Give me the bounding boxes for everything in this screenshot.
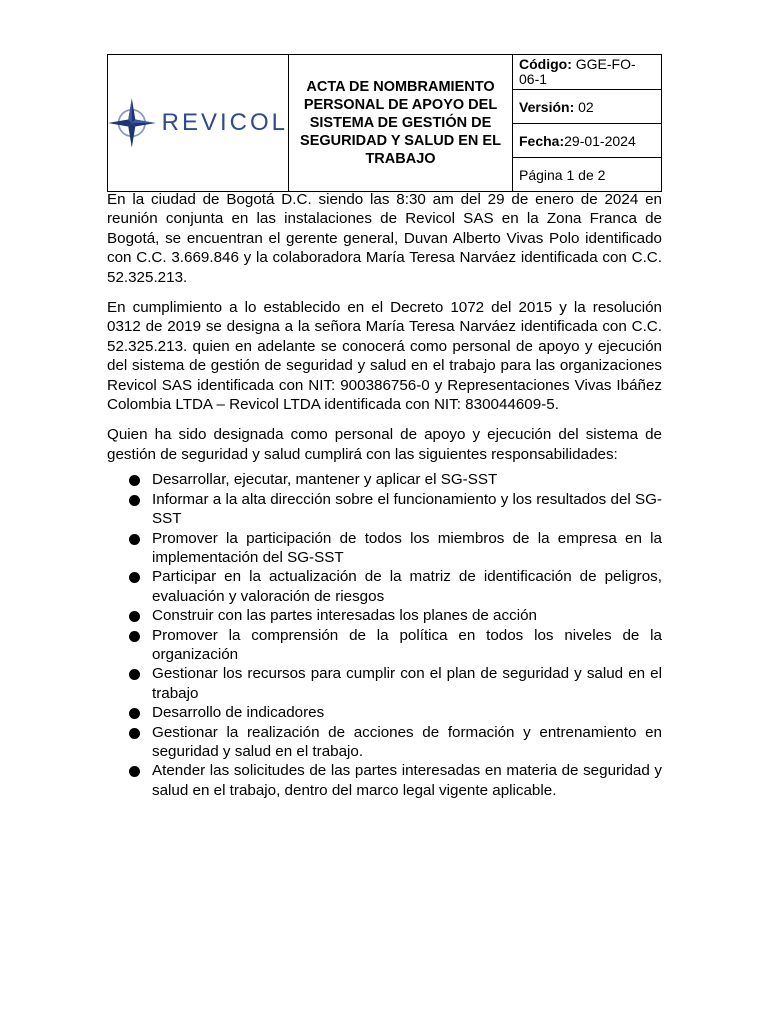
bullet-icon (129, 572, 140, 583)
list-item (107, 606, 662, 625)
responsibilities-list (107, 470, 662, 800)
list-item (107, 529, 662, 568)
paragraph-responsibilities-intro: Quien ha sido designada como personal de apoyo y ejecución del sistema de gestión de seguridad y salud cumplirá con las siguientes responsabilidades: (107, 426, 662, 463)
fecha-label: Fecha: (519, 132, 565, 149)
list-item-text: Gestionar la realización de acciones de formación y entrenamiento en seguridad y salud en el trabajo. (152, 723, 662, 760)
bullet-icon (129, 495, 140, 506)
logo-wordmark: REVICOL (161, 109, 288, 136)
paragraph-intro: En la ciudad de Bogotá D.C. siendo las 8:30 am del 29 de enero de 2024 en reunión conjunta en las instalaciones de Revicol SAS en la Zona Franca de Bogotá, se encuentran el gerente general, Duvan Alberto Vivas Polo identificado con C.C. 3.669.846 y la colaboradora María Teresa Narváez identificada con C.C. 52.325.213. (107, 191, 662, 286)
version-value: 02 (578, 98, 594, 115)
list-item-text: Desarrollo de indicadores (152, 704, 325, 722)
bullet-icon (129, 631, 140, 642)
bullet-icon (129, 611, 140, 622)
list-item-text: Promover la comprensión de la política en todos los niveles de la organización (152, 626, 662, 663)
list-item (107, 723, 662, 762)
version-cell (513, 90, 662, 124)
bullet-icon (129, 766, 140, 777)
list-item (107, 470, 662, 489)
list-item-text: Atender las solicitudes de las partes interesadas en materia de seguridad y salud en el trabajo, dentro del marco legal vigente aplicable. (152, 762, 662, 799)
list-item (107, 490, 662, 529)
list-item-text: Construir con las partes interesadas los planes de acción (152, 607, 537, 625)
list-item-text: Informar a la alta dirección sobre el funcionamiento y los resultados del SG-SST (152, 490, 662, 528)
bullet-icon (129, 669, 140, 680)
bullet-icon (129, 475, 140, 486)
paragraph-designation: En cumplimiento a lo establecido en el Decreto 1072 del 2015 y la resolución 0312 de 2019 se designa a la señora María Teresa Narváez identificada con C.C. 52.325.213. quien en adelante se conocerá como personal de apoyo y ejecución del sistema de gestión de seguridad y salud en el trabajo para las organizaciones Revicol SAS identificada con NIT: 900386756-0 y Representaciones Vivas Ibáñez Colombia LTDA – Revicol LTDA identificada con NIT: 830044609-5. (107, 299, 662, 414)
fecha-value: 29-01-2024 (564, 132, 636, 149)
fecha-cell (513, 124, 662, 158)
logo-cell (108, 55, 289, 192)
compass-star-icon (108, 93, 156, 153)
list-item-text: Desarrollar, ejecutar, mantener y aplicar el SG-SST (152, 471, 498, 489)
document-body (107, 190, 662, 800)
version-label: Versión: (519, 98, 575, 115)
revicol-logo (108, 64, 288, 182)
bullet-icon (129, 728, 140, 739)
bullet-icon (129, 534, 140, 545)
list-item (107, 567, 662, 606)
list-item (107, 703, 662, 722)
codigo-cell (513, 55, 662, 90)
list-item-text: Promover la participación de todos los miembros de la empresa en la implementación del SG-SST (152, 529, 662, 566)
list-item-text: Gestionar los recursos para cumplir con el plan de seguridad y salud en el trabajo (152, 665, 662, 702)
bullet-icon (129, 708, 140, 719)
list-item (107, 664, 662, 703)
list-item-text: Participar en la actualización de la matriz de identificación de peligros, evaluación y valoración de riesgos (152, 568, 662, 605)
pagina-cell: Página 1 de 2 (513, 158, 662, 192)
list-item (107, 761, 662, 800)
document-header-table (107, 54, 662, 192)
codigo-value: GGE-FO-06-1 (519, 56, 636, 87)
document-title: ACTA DE NOMBRAMIENTO PERSONAL DE APOYO DEL SISTEMA DE GESTIÓN DE SEGURIDAD Y SALUD EN EL TRABAJO (289, 55, 513, 192)
codigo-label: Código: (519, 56, 572, 72)
list-item (107, 626, 662, 665)
